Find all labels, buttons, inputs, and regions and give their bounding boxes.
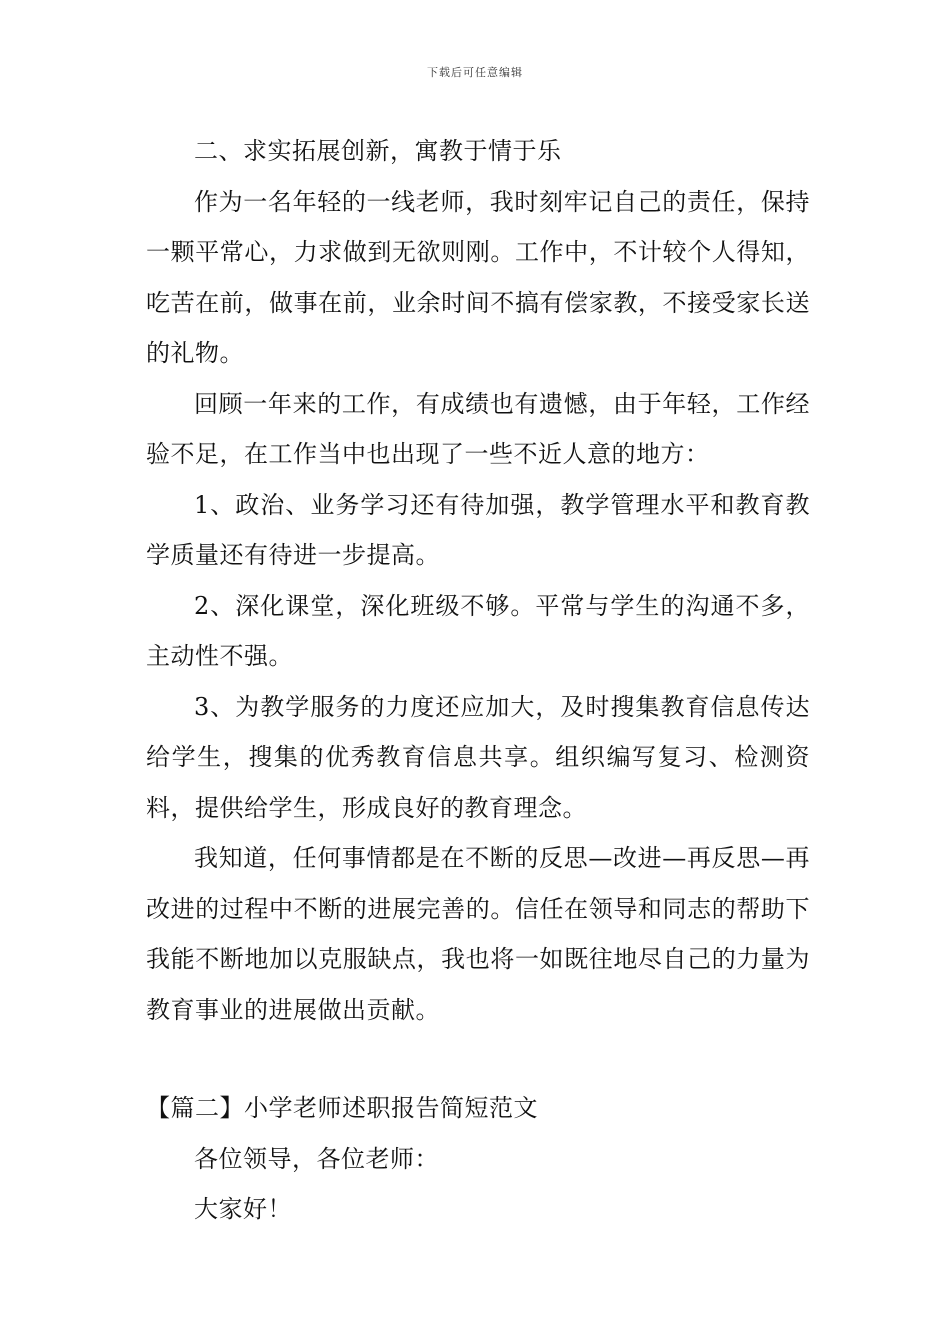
- salutation: 各位领导，各位老师：: [194, 1144, 439, 1173]
- section-heading: 二、求实拓展创新，寓教于情于乐: [194, 137, 562, 165]
- paragraph-point-3: 3、为教学服务的力度还应加大，及时搜集教育信息传达给学生，搜集的优秀教育信息共享。组织编写复习、检测资料，提供给学生，形成良好的教育理念。: [146, 692, 810, 822]
- paragraph-point-1: 1、政治、业务学习还有待加强，教学管理水平和教育教学质量还有待进一步提高。: [146, 490, 810, 569]
- header-note: 下载后可任意编辑: [427, 66, 523, 79]
- paragraph-point-2: 2、深化课堂，深化班级不够。平常与学生的沟通不多，主动性不强。: [146, 591, 810, 670]
- document-body: [146, 126, 810, 1235]
- paragraph-review: 回顾一年来的工作，有成绩也有遗憾，由于年轻，工作经验不足，在工作当中也出现了一些不近人意的地方：: [146, 389, 810, 468]
- paragraph-conclusion: 我知道，任何事情都是在不断的反思—改进—再反思—再改进的过程中不断的进展完善的。信任在领导和同志的帮助下我能不断地加以克服缺点，我也将一如既往地尽自己的力量为教育事业的进展做出贡献。: [146, 844, 810, 1024]
- greeting: 大家好！: [194, 1195, 292, 1223]
- paragraph-responsibility: 作为一名年轻的一线老师，我时刻牢记自己的责任，保持一颗平常心，力求做到无欲则刚。工作中，不计较个人得知，吃苦在前，做事在前，业余时间不搞有偿家教，不接受家长送的礼物。: [146, 187, 810, 367]
- part-two-title: 【篇二】小学老师述职报告简短范文: [146, 1094, 538, 1122]
